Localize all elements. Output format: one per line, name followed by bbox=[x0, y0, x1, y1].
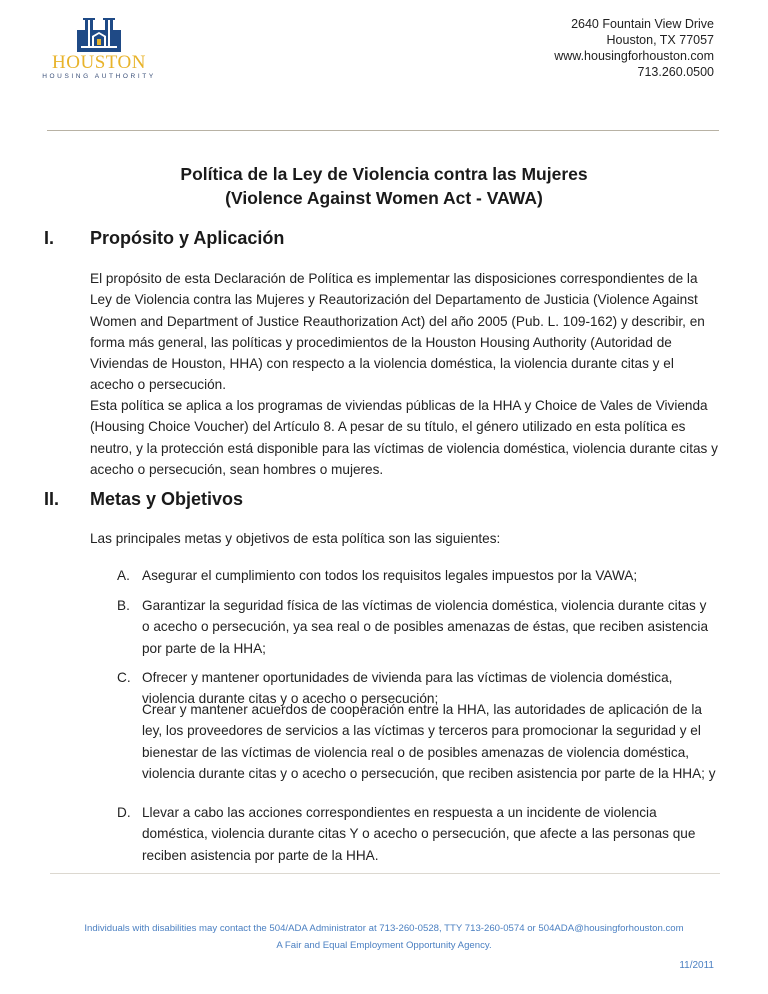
footer-divider bbox=[50, 873, 720, 874]
document-date: 11/2011 bbox=[679, 960, 714, 971]
section-number: I. bbox=[44, 228, 55, 248]
goals-intro: Las principales metas y objetivos de esta política son las siguientes: bbox=[90, 531, 501, 546]
houston-housing-authority-logo bbox=[40, 18, 158, 92]
footer bbox=[0, 920, 768, 954]
logo-wordmark: HOUSTON bbox=[52, 52, 146, 73]
title-line-2: (Violence Against Women Act - VAWA) bbox=[225, 188, 543, 208]
address-phone: 713.260.0500 bbox=[637, 65, 714, 79]
list-item-c-continued bbox=[117, 699, 717, 784]
section-number: II. bbox=[44, 489, 60, 509]
section-heading-2 bbox=[44, 489, 243, 510]
list-text: Llevar a cabo las acciones correspondientes en respuesta a un incidente de violencia doméstica, violencia durante citas Y o acecho o persecución, que afecte a las personas que reciben asistencia por parte de la HHA. bbox=[142, 805, 696, 863]
list-text: Asegurar el cumplimiento con todos los requisitos legales impuestos por la VAWA; bbox=[142, 568, 638, 583]
list-text: Garantizar la seguridad física de las víctimas de violencia doméstica, violencia durante citas y o acecho o persecución, ya sea real o de posibles amenazas de éstas, que reciben asistencia por parte de la HHA; bbox=[142, 598, 708, 656]
title-line-1: Política de la Ley de Violencia contra las Mujeres bbox=[180, 164, 588, 184]
list-letter: A. bbox=[117, 568, 130, 583]
list-letter: B. bbox=[117, 598, 130, 613]
address-block bbox=[554, 16, 714, 80]
paragraph-application: Esta política se aplica a los programas de viviendas públicas de la HHA y Choice de Vales de Vivienda (Housing Choice Voucher) del Artículo 8. A pesar de su título, el género utilizado en esta política es neutro, y la protección está disponible para las víctimas de violencia doméstica, violencia durante citas y acecho o persecución, sean hombres o mujeres. bbox=[90, 398, 718, 477]
address-website[interactable]: www.housingforhouston.com bbox=[554, 49, 714, 63]
list-text: Ofrecer y mantener oportunidades de vivienda para las víctimas de violencia doméstica, violencia durante citas y o acecho o persecución; bbox=[142, 670, 673, 707]
header-divider bbox=[47, 130, 719, 131]
footer-accessibility-note: Individuals with disabilities may contact the 504/ADA Administrator at 713-260-0528, TTY 713-260-0574 or 504ADA@housingforhouston.com bbox=[84, 923, 684, 934]
logo-subtitle: HOUSING AUTHORITY bbox=[42, 73, 156, 80]
address-street: 2640 Fountain View Drive bbox=[571, 17, 714, 31]
list-letter: D. bbox=[117, 805, 131, 820]
footer-eeo-statement: A Fair and Equal Employment Opportunity Agency. bbox=[276, 940, 492, 951]
document-title bbox=[0, 162, 768, 210]
list-item-b bbox=[117, 595, 717, 659]
section-title: Propósito y Aplicación bbox=[90, 228, 285, 248]
list-item-d bbox=[117, 802, 717, 866]
paragraph-purpose: El propósito de esta Declaración de Política es implementar las disposiciones correspondientes de la Ley de Violencia contra las Mujeres y Reautorización del Departamento de Justicia (Violence Against Women and Department of Justice Reauthorization Act) del año 2005 (Pub. L. 109-162) y describir, en forma más general, las políticas y procedimientos de la Houston Housing Authority (Autoridad de Viviendas de Houston, HHA) con respecto a la violencia doméstica, la violencia durante citas y el acecho o persecución. bbox=[90, 271, 705, 393]
section-heading-1 bbox=[44, 228, 284, 249]
section-title: Metas y Objetivos bbox=[90, 489, 244, 509]
houston-housing-authority-building-icon bbox=[77, 18, 121, 52]
list-letter: C. bbox=[117, 670, 131, 685]
address-city: Houston, TX 77057 bbox=[606, 33, 714, 47]
list-item-a bbox=[117, 565, 717, 586]
list-text: Crear y mantener acuerdos de cooperación entre la HHA, las autoridades de aplicación de la ley, los proveedores de servicios a las víctimas y terceros para promocionar la seguridad y el bienestar de las víctimas de violencia real o de posibles amenazas de violencia doméstica, violencia durante citas y o acecho o persecución, que reciben asistencia por parte de la HHA; y bbox=[142, 702, 716, 781]
